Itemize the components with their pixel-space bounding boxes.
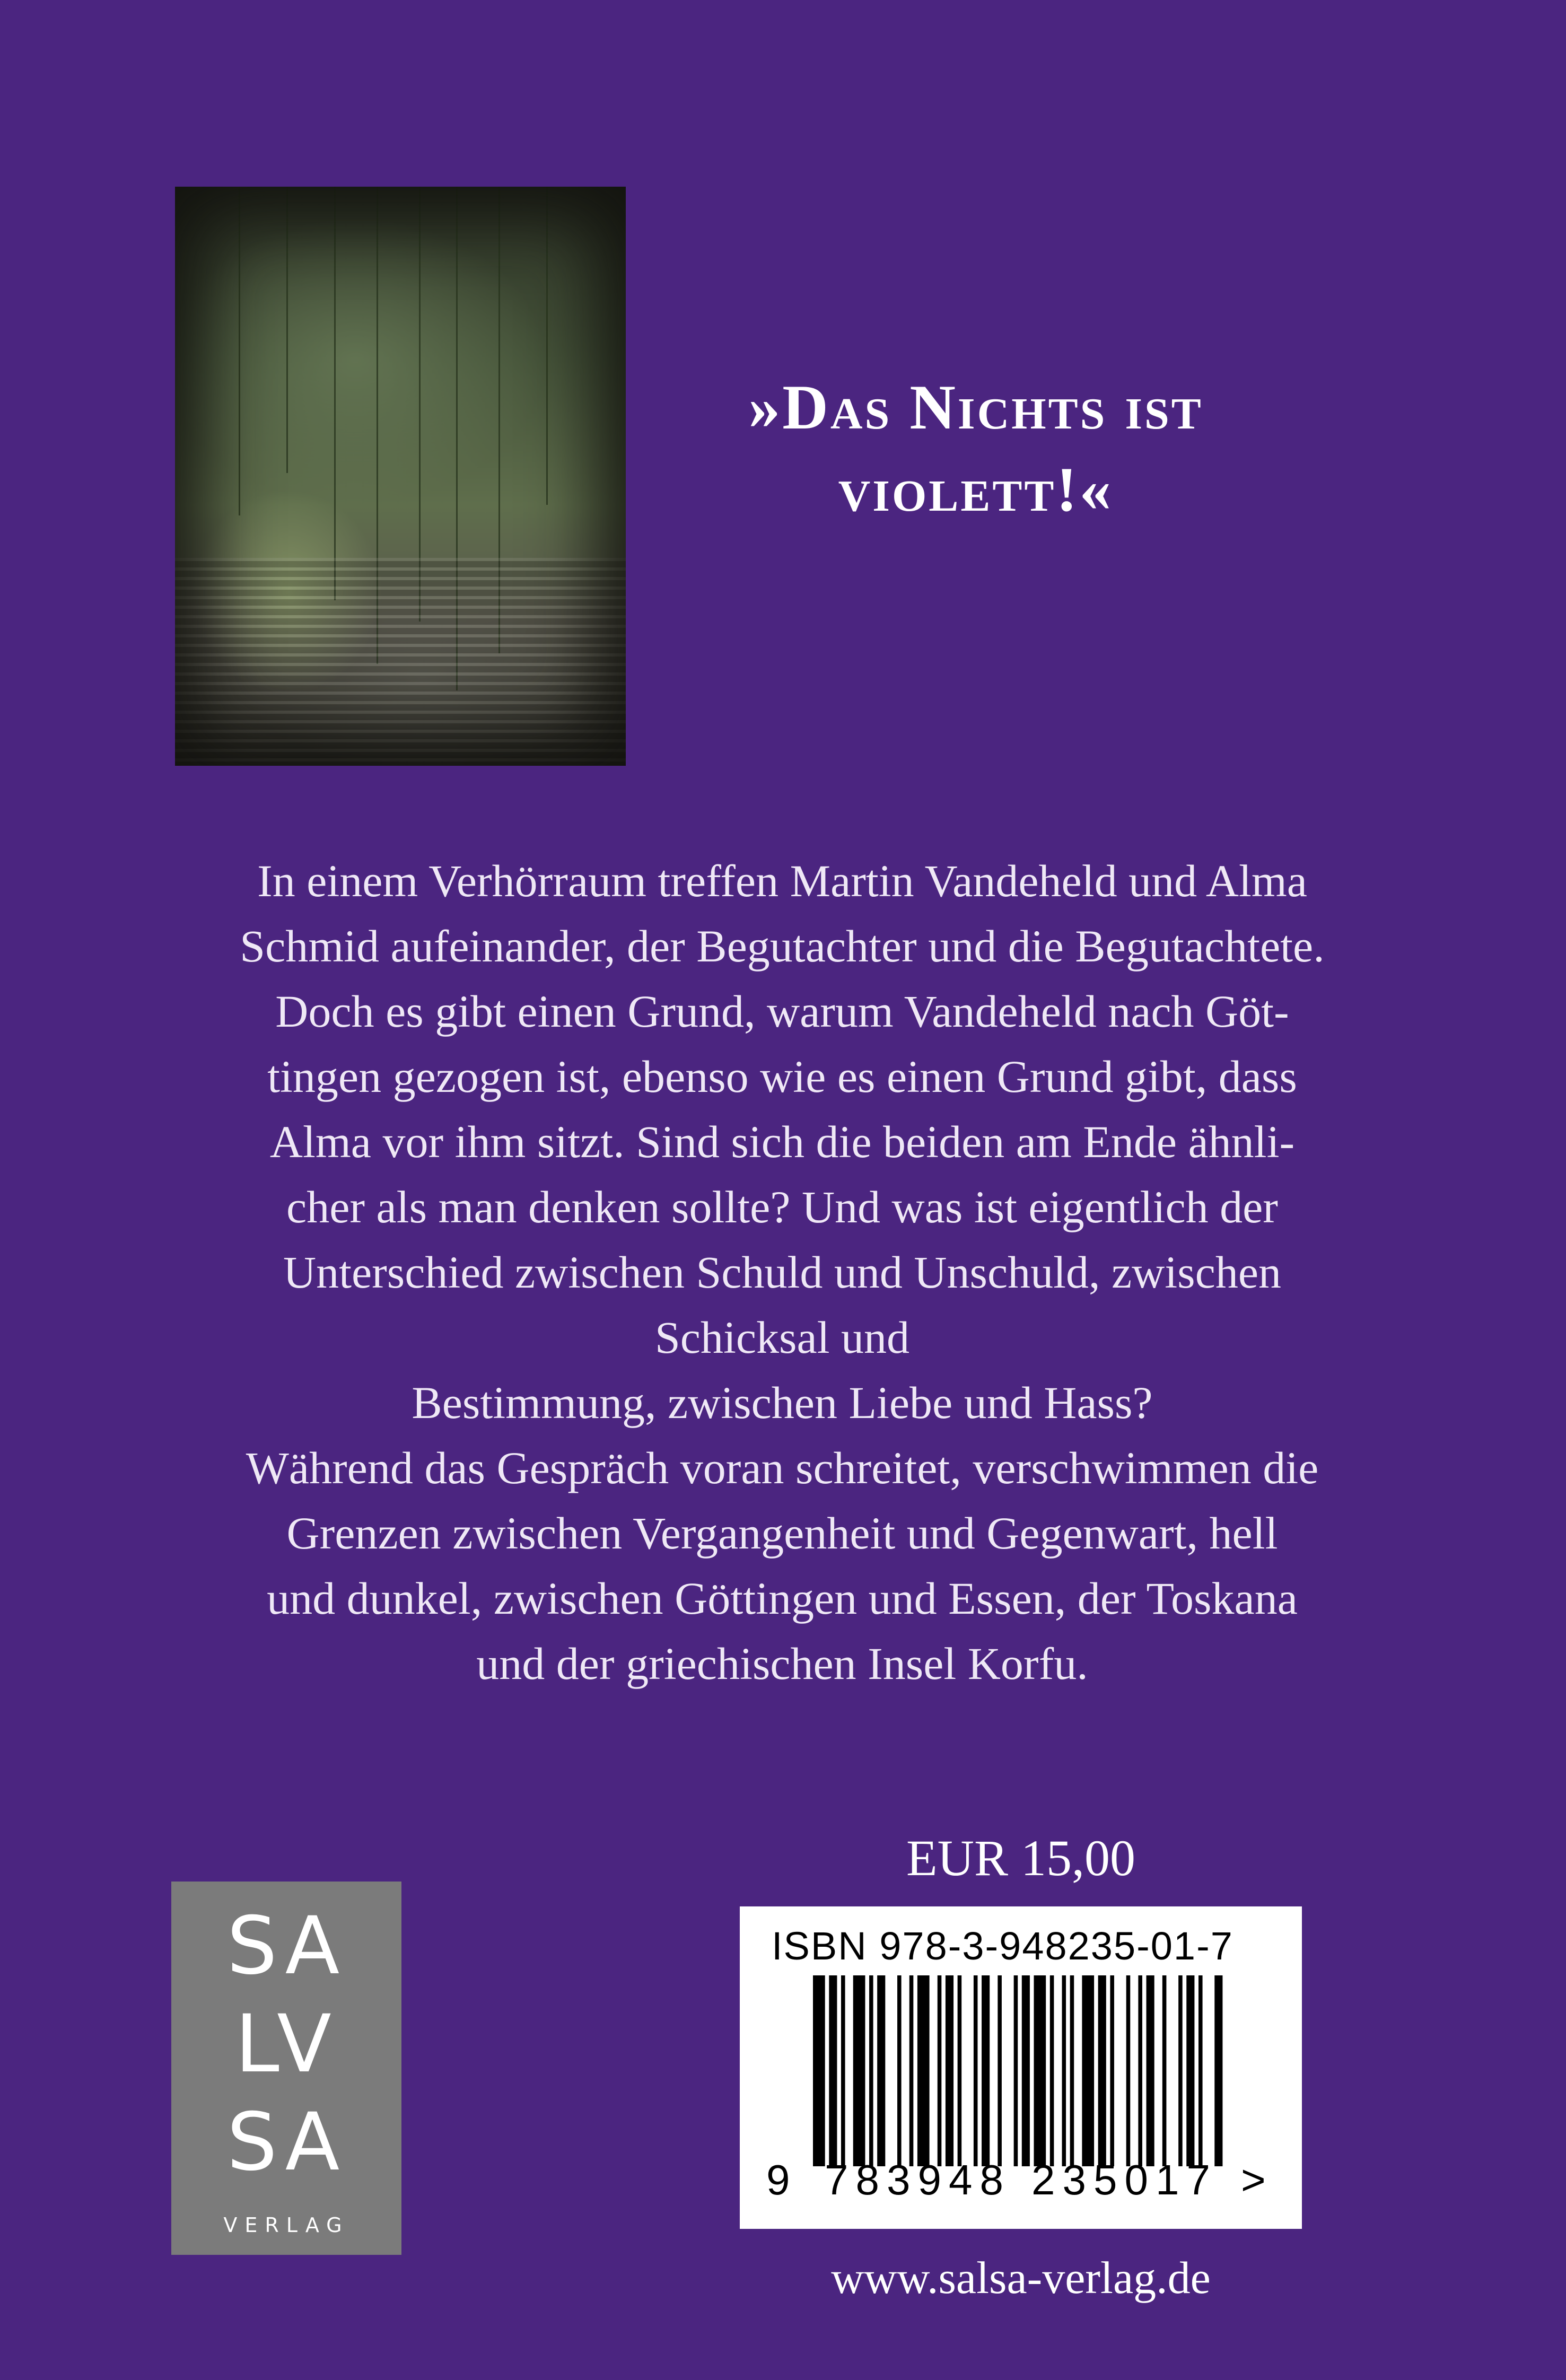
logo-line-3: SA [226, 2096, 346, 2189]
blurb-line: und dunkel, zwischen Göttingen und Essen, der Toskana [267, 1573, 1298, 1624]
barcode-bar [998, 1975, 1002, 2166]
barcode-bar [1050, 1975, 1054, 2166]
cover-headline [663, 366, 1289, 530]
barcode-bar [1070, 1975, 1074, 2166]
blurb-line: und der griechischen Insel Korfu. [476, 1638, 1088, 1689]
logo-letters [171, 1897, 401, 2192]
barcode-bar [958, 1975, 962, 2166]
barcode-bar [946, 1975, 953, 2166]
barcode-bar [897, 1975, 902, 2166]
barcode-bar [982, 1975, 990, 2166]
barcode-bar [877, 1975, 885, 2166]
barcode-bars [813, 1975, 1227, 2166]
blurb-line: Schicksal und [654, 1312, 910, 1363]
logo-line-2: LV [235, 1998, 338, 2090]
barcode-bar [813, 1975, 825, 2166]
barcode-bar [829, 1975, 837, 2166]
blurb-line: cher als man denken sollte? Und was ist eigentlich der [286, 1182, 1278, 1232]
barcode-bar [1014, 1975, 1018, 2166]
logo-subtitle: VERLAG [223, 2213, 349, 2237]
barcode-bar [853, 1975, 865, 2166]
headline-line-1: »Das Nichts ist [748, 372, 1203, 442]
headline-line-2: violett!« [838, 454, 1114, 524]
barcode-bar [1162, 1975, 1167, 2166]
barcode-bar [1198, 1975, 1203, 2166]
barcode-end-mark: > [1241, 2156, 1266, 2203]
blurb-line: Unterschied zwischen Schuld und Unschuld, zwischen [283, 1247, 1281, 1298]
publisher-url: www.salsa-verlag.de [831, 2252, 1211, 2303]
barcode-bar [1062, 1975, 1066, 2166]
barcode-bar [1126, 1975, 1131, 2166]
isbn-label: ISBN 978-3-948235-01-7 [772, 1924, 1233, 1968]
logo-line-1: SA [226, 1900, 346, 1992]
barcode-bar [909, 1975, 914, 2166]
barcode-bar [841, 1975, 845, 2166]
cover-photo-willow-pond [175, 187, 626, 766]
barcode-bar [1214, 1975, 1222, 2166]
blurb-line: Während das Gespräch voran schreitet, verschwimmen die [246, 1442, 1319, 1493]
barcode-right-digits: 235017 [1031, 2156, 1218, 2203]
barcode-bar [1082, 1975, 1094, 2166]
barcode-bar [1147, 1975, 1154, 2166]
barcode-bar [938, 1975, 942, 2166]
barcode-bar [1034, 1975, 1046, 2166]
blurb-line: Schmid aufeinander, der Begutachter und die Begutachtete. [240, 921, 1325, 972]
barcode-bar [1098, 1975, 1106, 2166]
blurb-line: In einem Verhörraum treffen Martin Vandeheld und Alma [257, 855, 1307, 906]
blurb-line: Grenzen zwischen Vergangenheit und Gegenwart, hell [286, 1508, 1278, 1559]
blurb-line: Doch es gibt einen Grund, warum Vandeheld nach Göt- [275, 986, 1289, 1037]
barcode-bar [1186, 1975, 1194, 2166]
blurb-line: Bestimmung, zwischen Liebe und Hass? [412, 1377, 1153, 1428]
barcode-bar [974, 1975, 978, 2166]
blurb-line: tingen gezogen ist, ebenso wie es einen Grund gibt, dass [267, 1051, 1297, 1102]
blurb-line: Alma vor ihm sitzt. Sind sich die beiden am Ende ähnli- [269, 1116, 1295, 1167]
barcode-bar [917, 1975, 930, 2166]
barcode-panel [740, 1906, 1302, 2229]
barcode-bar [869, 1975, 873, 2166]
barcode-bar [1178, 1975, 1183, 2166]
publisher-logo [171, 1882, 401, 2255]
barcode-bar [1110, 1975, 1114, 2166]
blurb-text [154, 848, 1411, 1696]
barcode-bar [1022, 1975, 1030, 2166]
barcode-lead-digit: 9 [766, 2156, 790, 2203]
price: EUR 15,00 [906, 1830, 1135, 1886]
barcode-left-digits: 783948 [825, 2156, 1011, 2203]
barcode-bar [1138, 1975, 1142, 2166]
